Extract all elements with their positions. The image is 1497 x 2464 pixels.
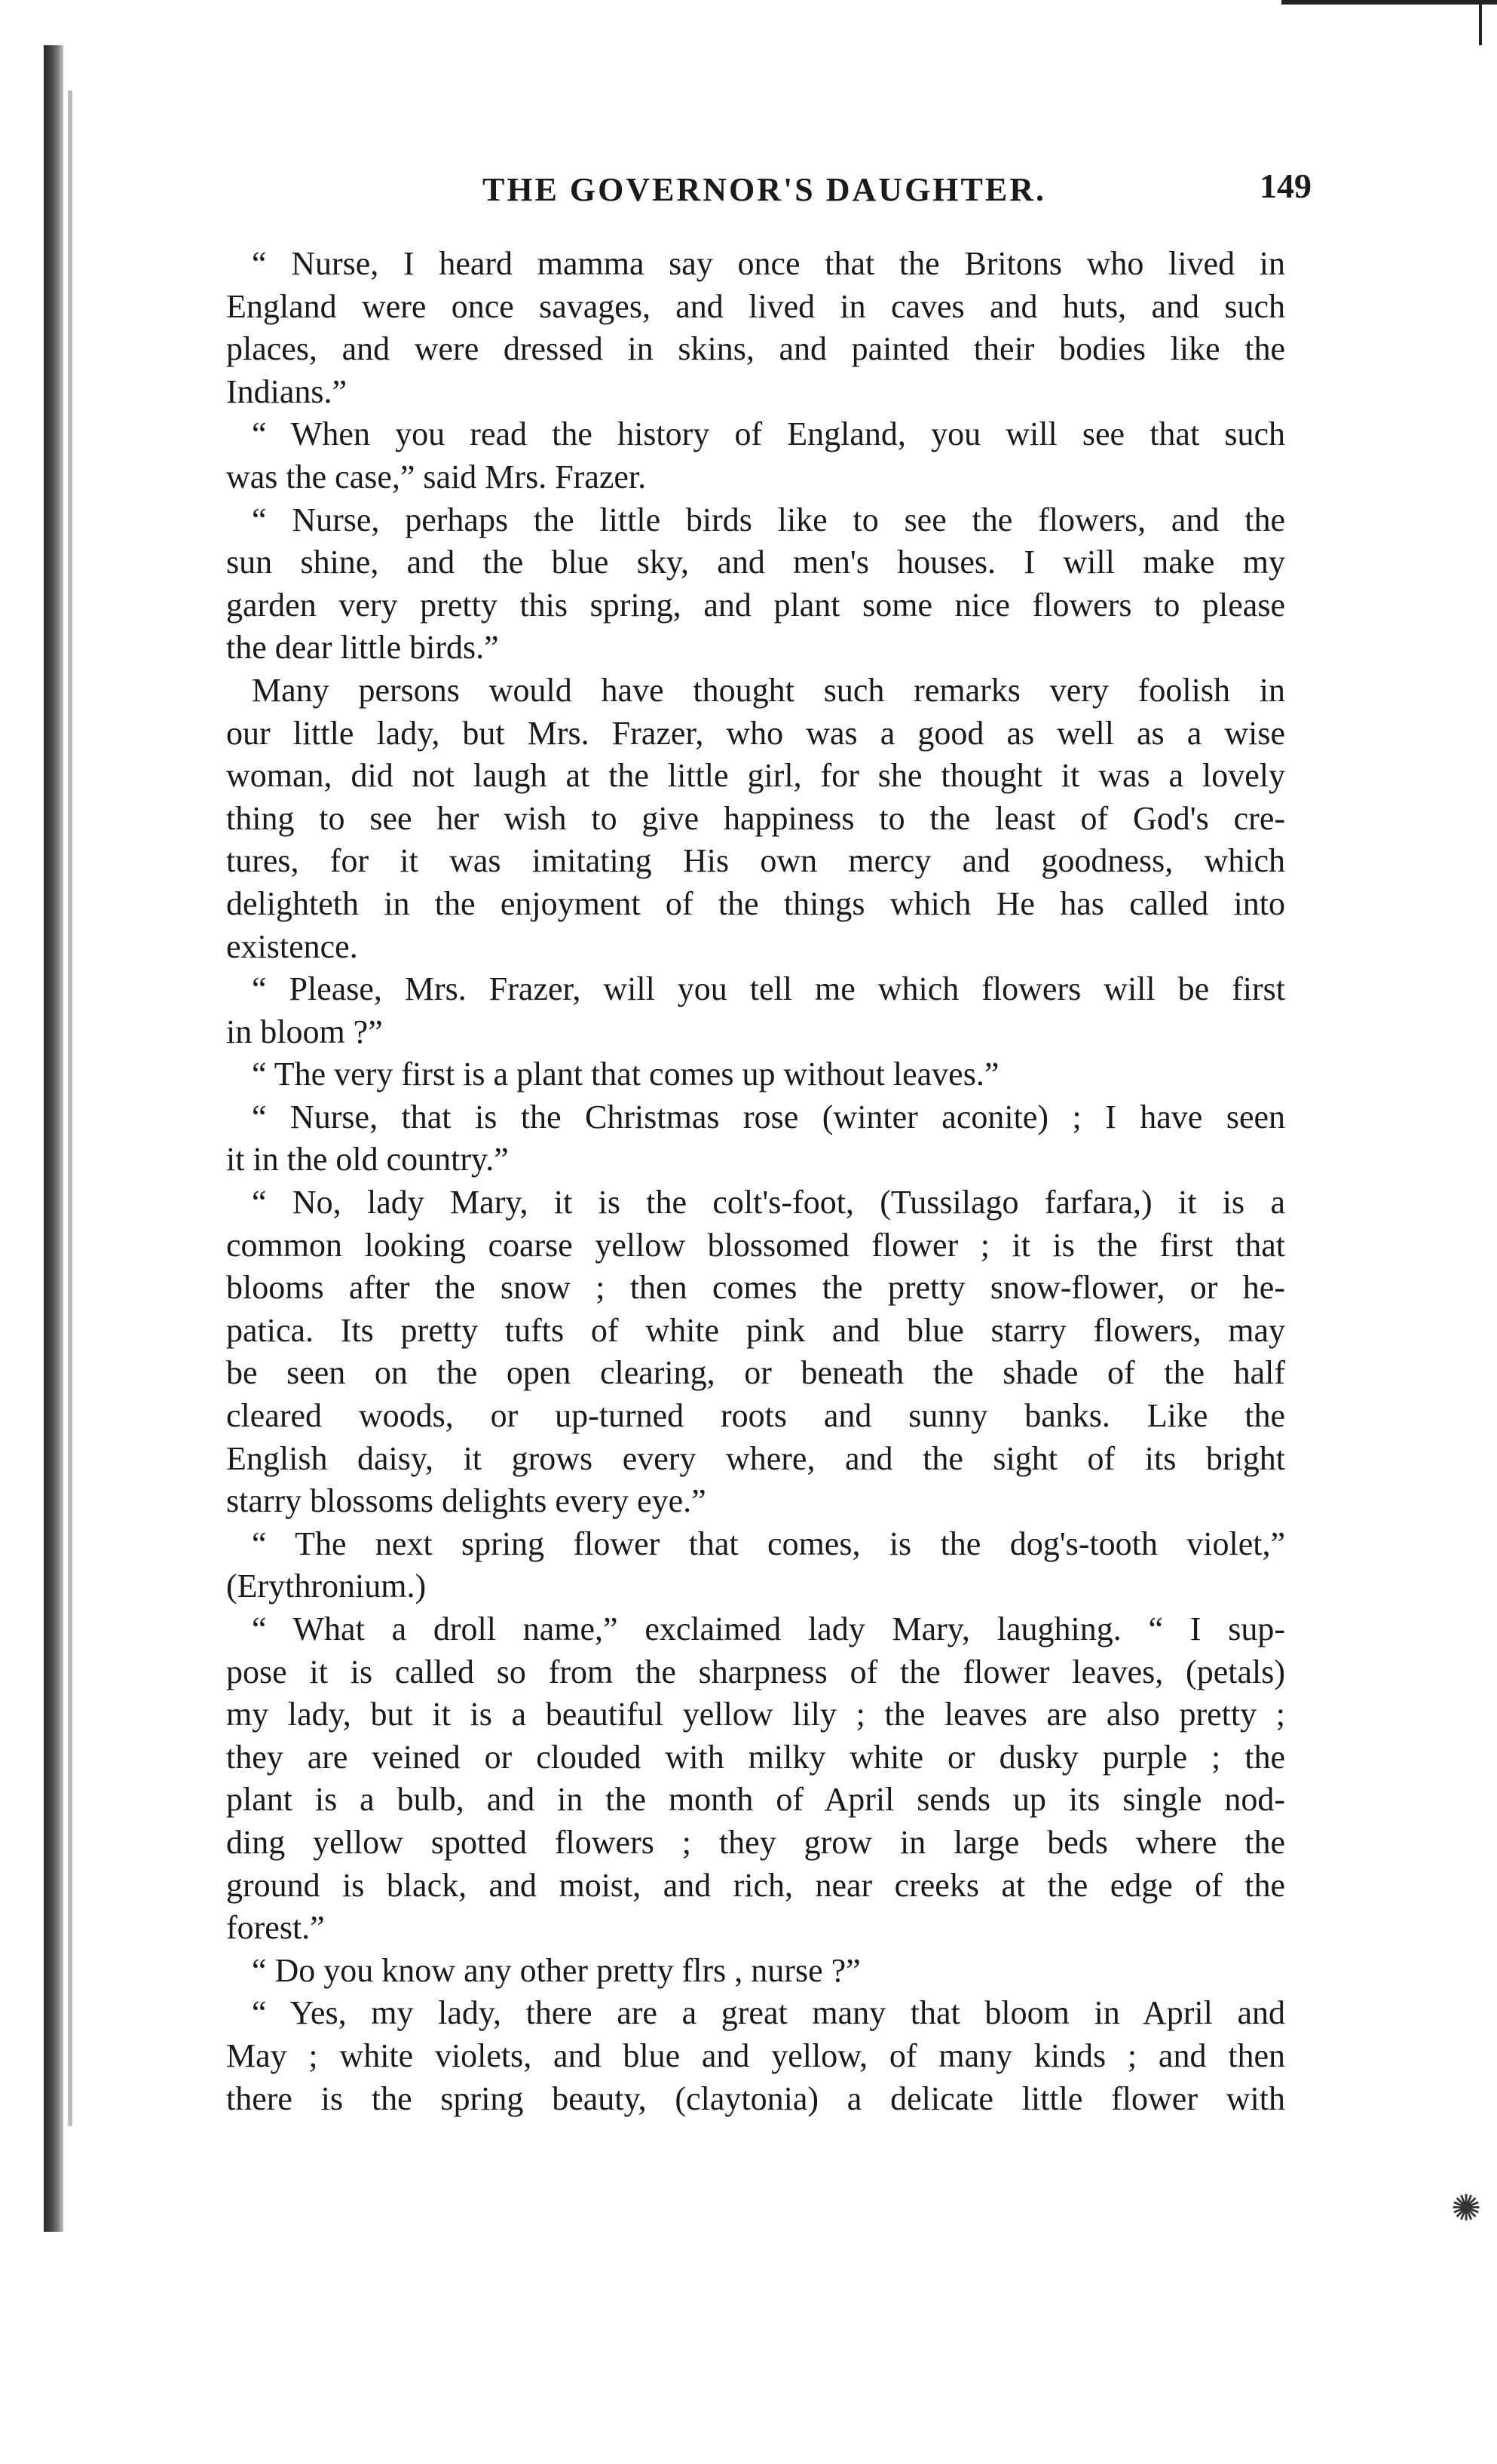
text-line: ding yellow spotted flowers ; they grow in large beds where the — [226, 1823, 1285, 1861]
text-line: plant is a bulb, and in the month of April sends up its single nod- — [226, 1781, 1285, 1819]
text-line: our little lady, but Mrs. Frazer, who was a good as well as a wise — [226, 714, 1285, 752]
text-line: be seen on the open clearing, or beneath the shade of the half — [226, 1354, 1285, 1392]
text-line: garden very pretty this spring, and plant some nice flowers to please — [226, 586, 1285, 624]
text-line: blooms after the snow ; then comes the pretty snow-flower, or he- — [226, 1269, 1285, 1307]
text-line: “ Please, Mrs. Frazer, will you tell me which flowers will be first — [252, 970, 1285, 1008]
text-line: tures, for it was imitating His own mercy and goodness, which — [226, 842, 1285, 880]
ink-blot-mark: ✺ — [1451, 2189, 1482, 2229]
text-line: pose it is called so from the sharpness of the flower leaves, (petals) — [226, 1653, 1285, 1690]
text-line: “ What a droll name,” exclaimed lady Mary, laughing. “ I sup- — [252, 1610, 1285, 1647]
text-line: existence. — [226, 927, 358, 965]
binding-shadow-inner — [68, 90, 72, 2126]
body-text — [226, 243, 1285, 2120]
page-edge-rule — [1479, 0, 1482, 45]
text-line: (Erythronium.) — [226, 1568, 427, 1605]
text-line: it in the old country.” — [226, 1141, 509, 1178]
text-line: “ Nurse, I heard mamma say once that the Britons who lived in — [252, 245, 1285, 282]
text-line: they are veined or clouded with milky white or dusky purple ; the — [226, 1738, 1285, 1776]
text-line: forest.” — [226, 1909, 325, 1947]
text-line: starry blossoms delights every eye.” — [226, 1482, 706, 1520]
text-line: “ Nurse, that is the Christmas rose (winter aconite) ; I have seen — [252, 1098, 1285, 1135]
text-line: patica. Its pretty tufts of white pink and blue starry flowers, may — [226, 1311, 1285, 1349]
text-line: my lady, but it is a beautiful yellow lily ; the leaves are also pretty ; — [226, 1696, 1285, 1733]
text-line: May ; white violets, and blue and yellow, of many kinds ; and then — [226, 2036, 1285, 2074]
text-line: cleared woods, or up-turned roots and sunny banks. Like the — [226, 1397, 1285, 1435]
page-number: 149 — [1260, 167, 1312, 205]
text-line: “ Nurse, perhaps the little birds like to see the flowers, and the — [252, 501, 1285, 538]
text-line: thing to see her wish to give happiness to the least of God's cre- — [226, 799, 1285, 837]
text-line: in bloom ?” — [226, 1013, 383, 1050]
text-line: the dear little birds.” — [226, 629, 499, 667]
text-line: delighteth in the enjoyment of the things which He has called into — [226, 884, 1285, 922]
text-line: places, and were dressed in skins, and painted their bodies like the — [226, 330, 1285, 368]
text-line: woman, did not laugh at the little girl, for she thought it was a lovely — [226, 757, 1285, 795]
text-line: was the case,” said Mrs. Frazer. — [226, 458, 647, 495]
text-line: there is the spring beauty, (claytonia) a delicate little flower with — [226, 2079, 1285, 2117]
page-header — [226, 166, 1312, 219]
text-line: England were once savages, and lived in caves and huts, and such — [226, 287, 1285, 325]
text-line: common looking coarse yellow blossomed flower ; it is the first that — [226, 1226, 1285, 1264]
text-line: “ No, lady Mary, it is the colt's-foot, (Tussilago farfara,) it is a — [252, 1184, 1285, 1221]
text-line: “ The next spring flower that comes, is the dog's-tooth violet,” — [252, 1525, 1285, 1562]
text-line: “ The very first is a plant that comes up without leaves.” — [252, 1056, 1000, 1093]
text-line: “ Do you know any other pretty flrs , nurse ?” — [252, 1951, 861, 1989]
running-head: THE GOVERNOR'S DAUGHTER. — [482, 171, 1046, 208]
text-line: ground is black, and moist, and rich, near creeks at the edge of the — [226, 1866, 1285, 1904]
text-line: “ Yes, my lady, there are a great many that bloom in April and — [252, 1994, 1285, 2032]
text-line: English daisy, it grows every where, and the sight of its bright — [226, 1439, 1285, 1477]
binding-shadow — [44, 45, 63, 2232]
text-line: Indians.” — [226, 372, 347, 410]
text-line: sun shine, and the blue sky, and men's houses. I will make my — [226, 544, 1285, 581]
text-line: “ When you read the history of England, you will see that such — [252, 415, 1285, 453]
page-corner-rule — [1281, 0, 1497, 5]
text-line: Many persons would have thought such remarks very foolish in — [252, 671, 1285, 709]
